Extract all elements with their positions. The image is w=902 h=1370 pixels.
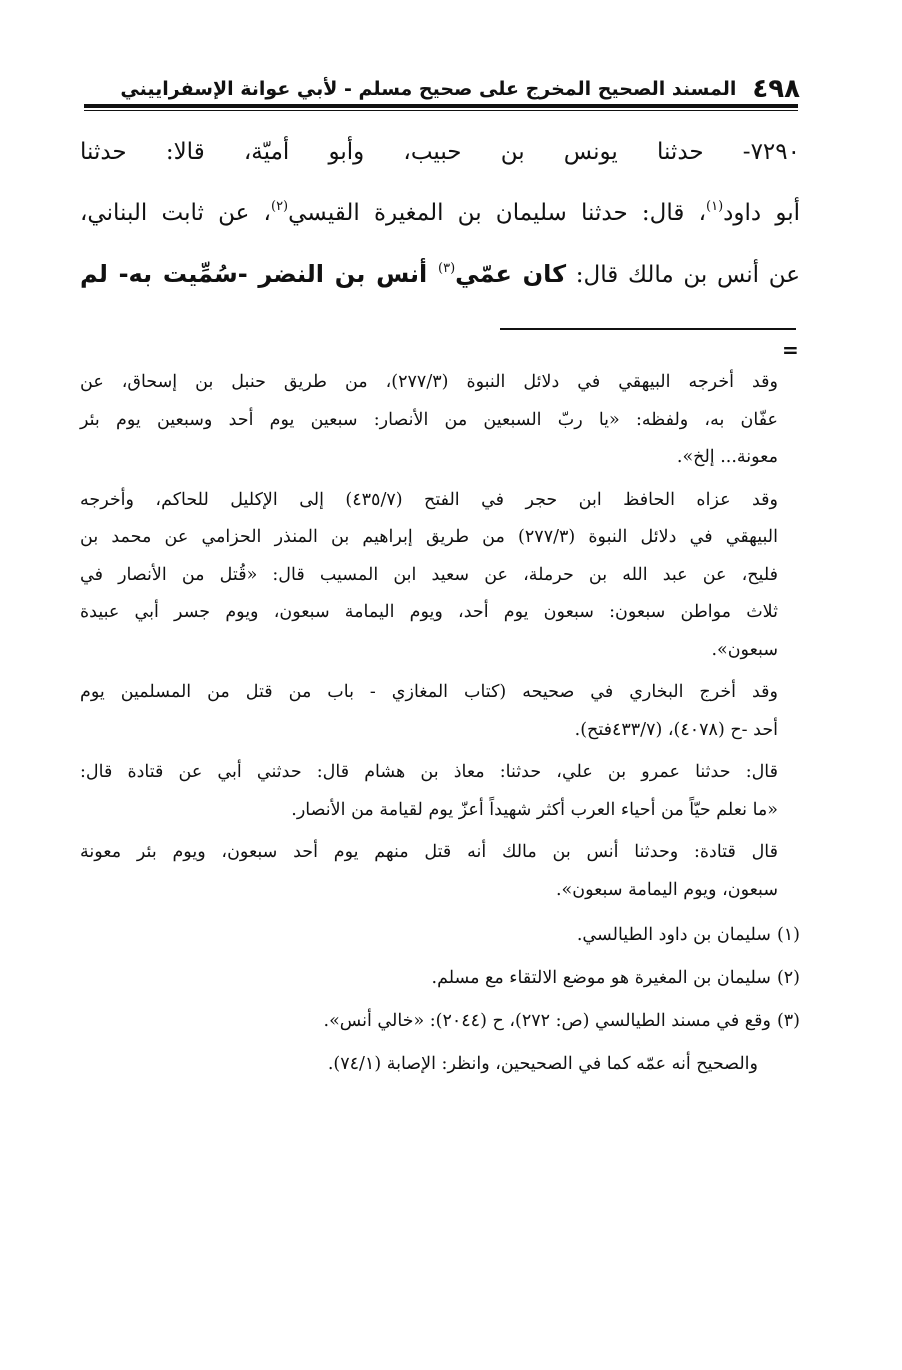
footnote-line: سبعون، ويوم اليمامة سبعون». [555, 879, 778, 900]
footnote-text: سليمان بن داود الطيالسي. [576, 925, 771, 945]
footnote-ref-3: (٣) [438, 261, 456, 276]
footnote-line: قال: حدثنا عمرو بن علي، حدثنا: معاذ بن هشام قال: حدثني أبي عن قتادة قال: [80, 762, 778, 782]
footnote-number: (٣) [776, 1011, 800, 1031]
page-number: ٤٩٨ [752, 74, 800, 104]
footnote-paragraph-3 [80, 674, 800, 749]
footnote-number: (٢) [776, 968, 800, 988]
main-line-2-c: ، عن ثابت البناني، [80, 200, 271, 226]
main-line-2 [80, 183, 800, 244]
footnote-paragraph-4 [80, 754, 800, 829]
footnote-line: أحد -ح (٤٠٧٨)، (٤٣٣/٧فتح). [574, 719, 778, 740]
footnote-3-continuation: والصحيح أنه عمّه كما في الصحيحين، وانظر: الإصابة (٧٤/١). [327, 1054, 758, 1074]
footnote-paragraph-5 [80, 834, 800, 909]
running-title: المسند الصحيح المخرج على صحيح مسلم - لأبي عوانة الإسفراييني [120, 78, 737, 100]
footnote-text: وقع في مسند الطيالسي (ص: ٢٧٢)، ح (٢٠٤٤): «خالي أنس». [323, 1011, 771, 1031]
main-line-3-bold-b: أنس بن النضر -سُمِّيت به- لم [80, 260, 439, 288]
header-rule-thick [84, 104, 798, 108]
footnote-line: وقد أخرجه البيهقي في دلائل النبوة (٢٧٧/٣)، من طريق حنبل بن إسحاق، عن [80, 372, 778, 392]
footnote-ref-1: (١) [706, 199, 724, 214]
footnote-separator [500, 328, 796, 330]
main-text [80, 122, 800, 306]
footnote-line: فليح، عن عبد الله بن حرملة، عن سعيد ابن المسيب قال: «قُتل من الأنصار في [80, 564, 778, 585]
footnote-line: وقد أخرج البخاري في صحيحه (كتاب المغازي - باب من قتل من المسلمين يوم [80, 682, 778, 702]
main-line-3 [80, 244, 800, 306]
main-line-1: ٧٢٩٠- حدثنا يونس بن حبيب، وأبو أميّة، قالا: حدثنا [80, 139, 800, 165]
footnote-ref-2: (٢) [270, 199, 289, 214]
main-line-3-bold-a: كان عمّي [455, 260, 567, 288]
footnote-text: سليمان بن المغيرة هو موضع الالتقاء مع مسلم. [431, 968, 771, 988]
footnote-line: سبعون». [711, 639, 778, 660]
continuation-mark: = [782, 338, 799, 362]
footnote-1 [80, 914, 800, 957]
header-rule-thin [84, 110, 798, 111]
footnote-line: ثلاث مواطن سبعون: سبعون يوم أحد، ويوم اليمامة سبعون، ويوم جسر أبي عبيدة [80, 602, 778, 622]
footnote-line: «ما نعلم حيّاً من أحياء العرب أكثر شهيداً أعزّ يوم لقيامة من الأنصار. [291, 799, 778, 820]
footnote-number: (١) [776, 925, 800, 945]
footnote-paragraph-1 [80, 364, 800, 477]
footnote-2 [80, 957, 800, 1000]
footnote-line: البيهقي في دلائل النبوة (٢٧٧/٣) من طريق إبراهيم بن المنذر الحزامي عن محمد بن [80, 527, 778, 547]
main-line-3-a: عن أنس بن مالك قال: [566, 262, 800, 288]
footnote-3 [80, 1000, 800, 1043]
main-line-2-b: ، قال: حدثنا سليمان بن المغيرة القيسي [288, 200, 706, 226]
footnote-line: قال قتادة: وحدثنا أنس بن مالك أنه قتل منهم يوم أحد سبعون، ويوم بئر معونة [80, 842, 778, 862]
footnote-line: معونة... إلخ». [676, 447, 778, 467]
main-line-2-a: أبو داود [723, 200, 801, 226]
footnote-line: وقد عزاه الحافظ ابن حجر في الفتح (٤٣٥/٧) إلى الإكليل للحاكم، وأخرجه [80, 489, 778, 510]
page-header [80, 62, 800, 104]
footnote-paragraph-2 [80, 482, 800, 670]
footnote-line: عفّان به، ولفظه: «يا ربّ السبعين من الأنصار: سبعين يوم أحد وسبعين يوم بئر [80, 409, 778, 430]
footnotes [80, 364, 800, 1086]
